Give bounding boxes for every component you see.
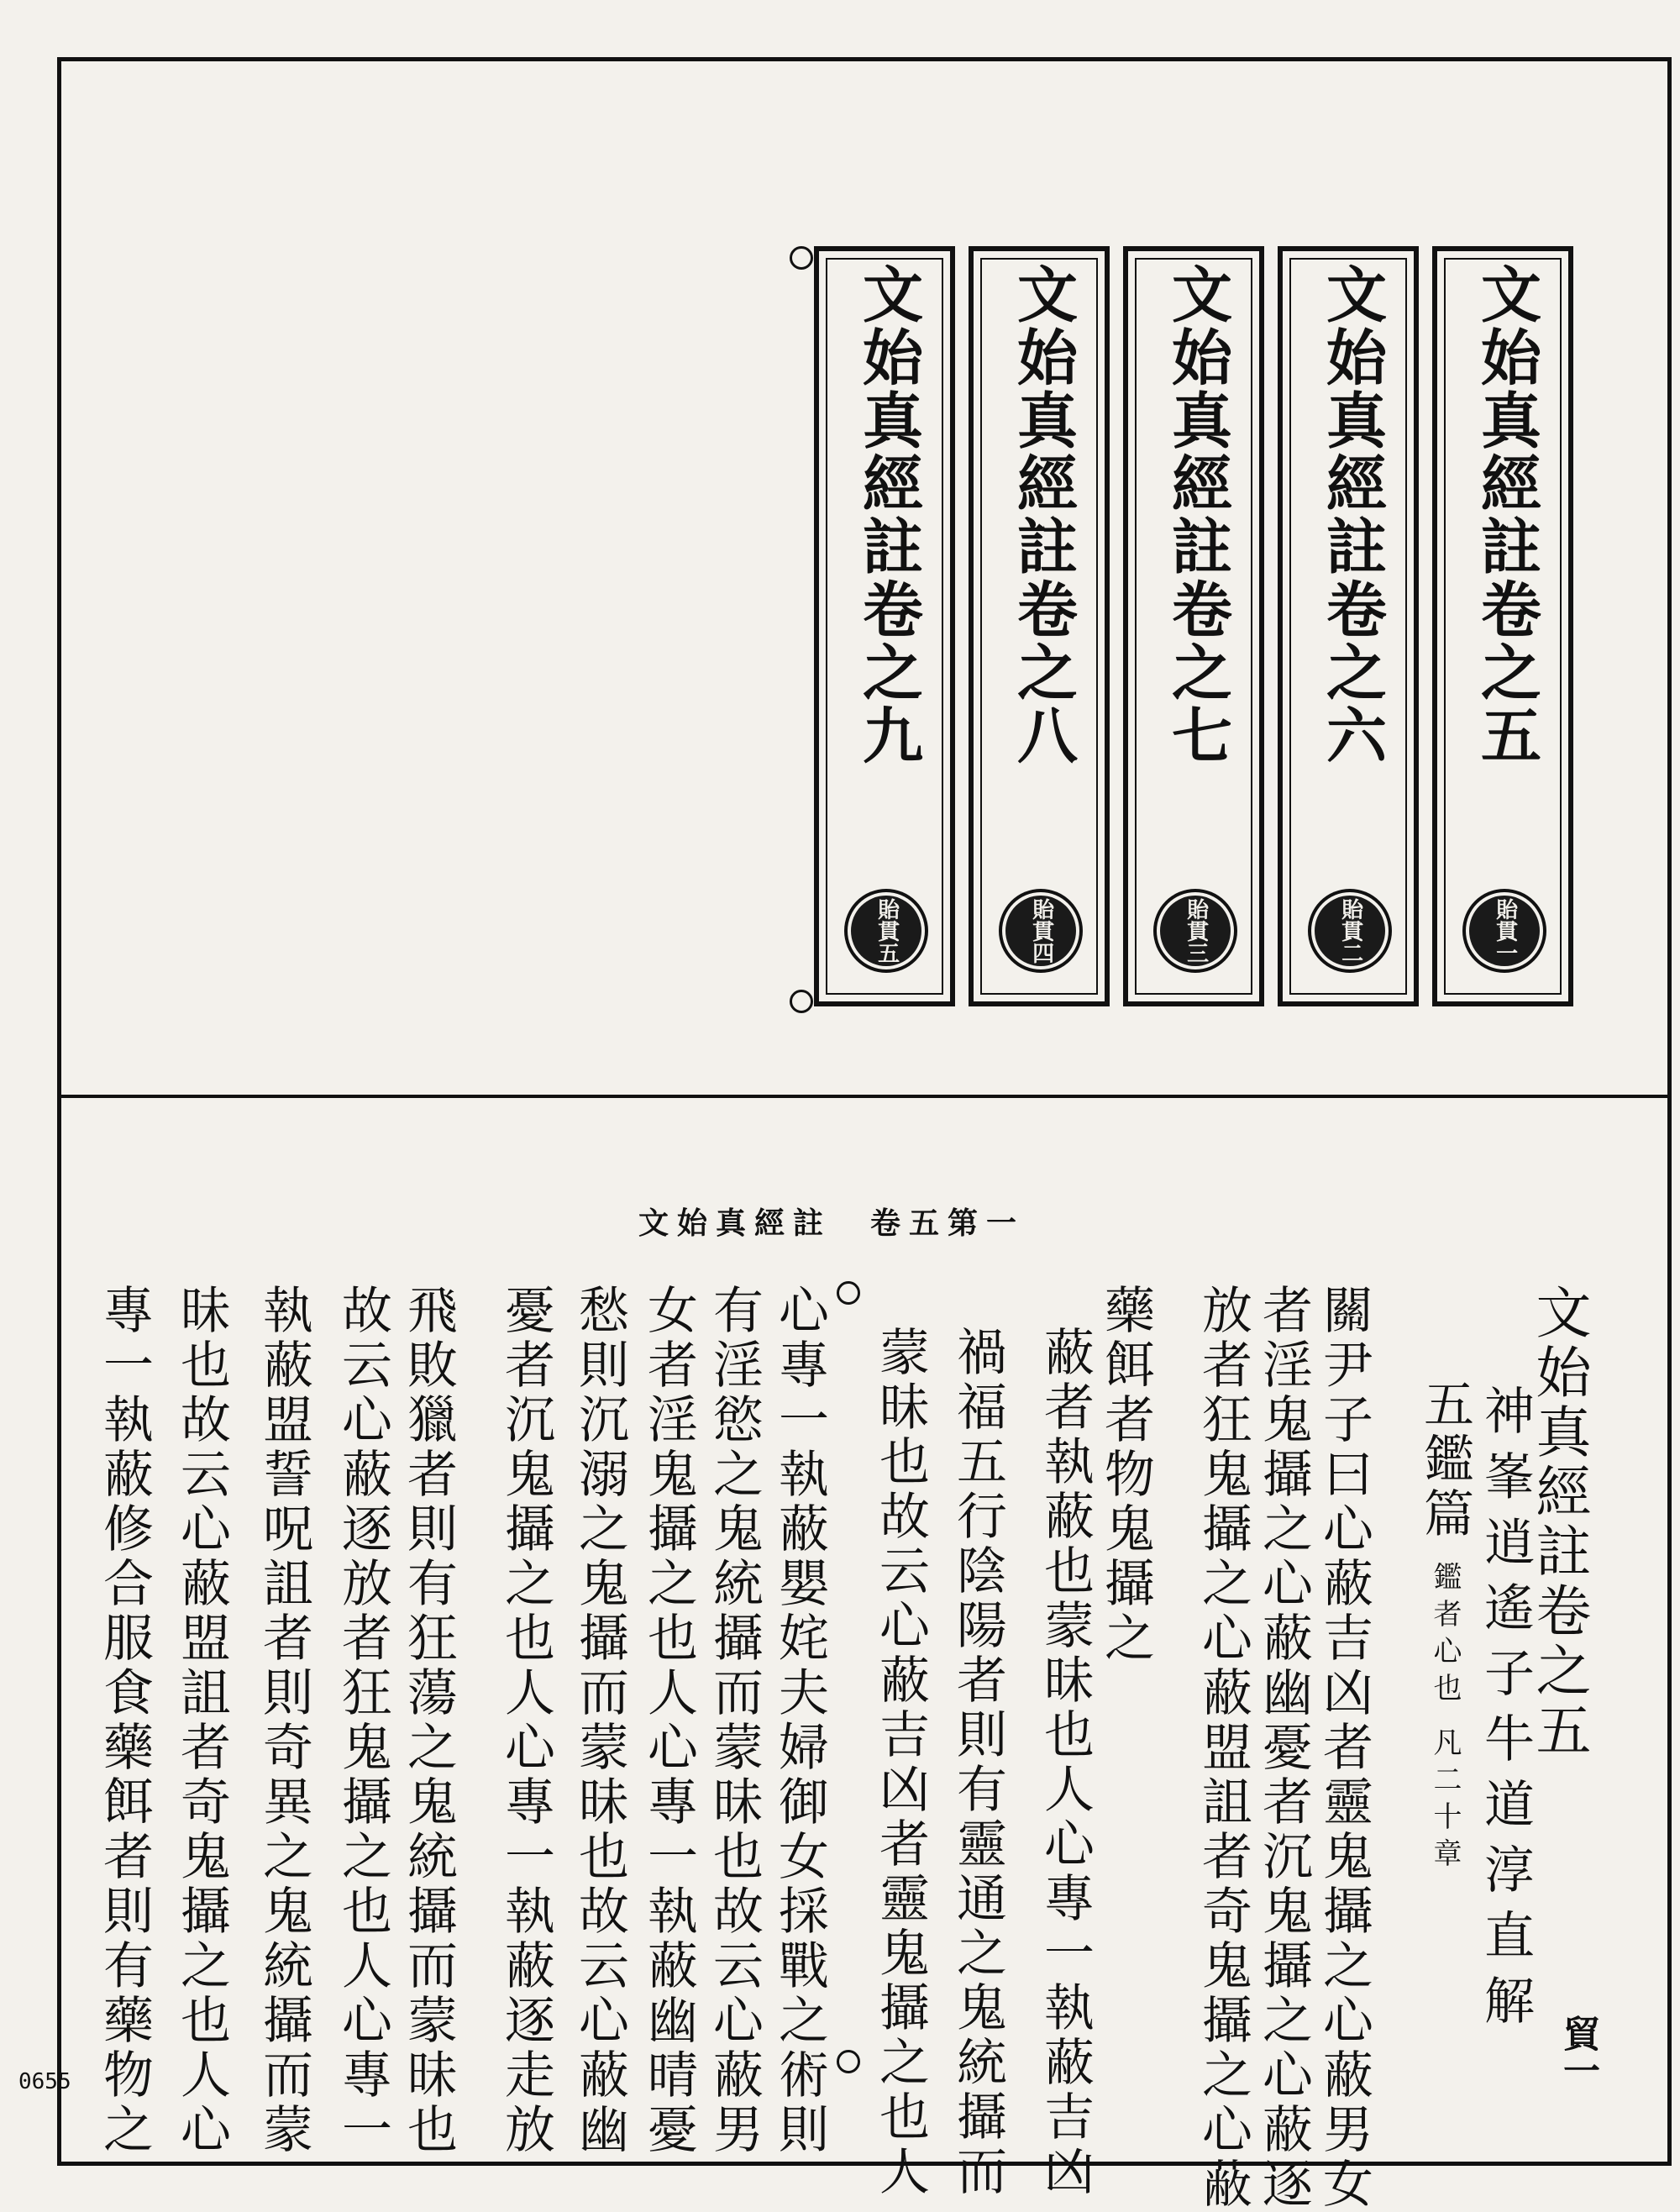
binding-hole-text-bottom: [837, 2050, 860, 2073]
text-column: 憂者沉鬼攝之也人心專一執蔽逐走放: [496, 1284, 555, 2157]
text-column: 禍福五行陰陽者則有靈通之鬼統攝而: [948, 1326, 1007, 2199]
spine-volume-8: [969, 246, 1110, 1006]
text-column: 飛敗獵者則有狂蕩之鬼統攝而蒙昧也: [399, 1284, 458, 2157]
text-column: 昧也故云心蔽盟詛者奇鬼攝之也人心: [172, 1284, 231, 2157]
text-column: 專一執蔽修合服食藥餌者則有藥物之: [95, 1284, 154, 2157]
text-column: 有淫慾之鬼統攝而蒙昧也故云心蔽男: [705, 1284, 764, 2157]
spine-volume-5: [1432, 246, 1573, 1006]
spine-title: 文始真經註卷之六: [1316, 263, 1388, 767]
running-head: 文始真經註 卷五第一: [638, 1206, 1026, 1241]
text-column: 女者淫鬼攝之也人心專一執蔽幽晴憂: [639, 1284, 698, 2157]
spine-title: 文始真經註卷之五: [1471, 263, 1542, 767]
chapter-title: 五鑑篇: [1415, 1378, 1474, 1542]
text-column: 者淫鬼攝之心蔽幽憂者沉鬼攝之心蔽逐: [1254, 1284, 1313, 2212]
text-column: 蒙昧也故云心蔽吉凶者靈鬼攝之也人: [871, 1326, 930, 2199]
folio-number: 0655: [18, 2069, 71, 2094]
seal-stamp: 貽貫五: [851, 896, 921, 966]
seal-stamp: 貽貫四: [1005, 896, 1076, 966]
text-column: 放者狂鬼攝之心蔽盟詛者奇鬼攝之心蔽: [1194, 1284, 1252, 2212]
spine-volume-7: [1123, 246, 1264, 1006]
text-column: 心專一執蔽嬰姹夫婦御女採戰之術則: [770, 1284, 829, 2157]
text-column: 蔽者執蔽也蒙昧也人心專一執蔽吉凶: [1036, 1326, 1095, 2199]
seal-stamp: 貽貫二: [1315, 896, 1385, 966]
spine-volume-9: [814, 246, 955, 1006]
binding-hole-text-top: [837, 1281, 860, 1305]
panel-divider: [57, 1095, 1672, 1098]
page-label: 貿一: [1557, 2015, 1599, 2089]
text-column-chapter: [1415, 1378, 1474, 1875]
seal-stamp: 貽貫一: [1469, 896, 1540, 966]
text-column-title: 文始真經註卷之五: [1526, 1284, 1591, 1761]
chapter-note: 鑑者心也 凡二十章: [1428, 1562, 1462, 1875]
text-column: 執蔽盟誓呪詛者則奇異之鬼統攝而蒙: [255, 1284, 313, 2157]
text-column: 愁則沉溺之鬼攝而蒙昧也故云心蔽幽: [570, 1284, 629, 2157]
text-column: 關尹子曰心蔽吉凶者靈鬼攝之心蔽男女: [1315, 1284, 1373, 2212]
binding-hole-top: [790, 246, 813, 270]
spine-title: 文始真經註卷之九: [853, 263, 924, 767]
spine-title: 文始真經註卷之七: [1162, 263, 1233, 767]
text-column: 藥餌者物鬼攝之: [1096, 1284, 1155, 1666]
text-column-author: 神峯逍遙子牛道淳直解: [1476, 1384, 1535, 2040]
spine-volume-6: [1278, 246, 1419, 1006]
spine-title: 文始真經註卷之八: [1007, 263, 1079, 767]
seal-stamp: 貽貫三: [1160, 896, 1231, 966]
binding-hole-bottom: [790, 990, 813, 1013]
text-column: 故云心蔽逐放者狂鬼攝之也人心專一: [333, 1284, 392, 2157]
